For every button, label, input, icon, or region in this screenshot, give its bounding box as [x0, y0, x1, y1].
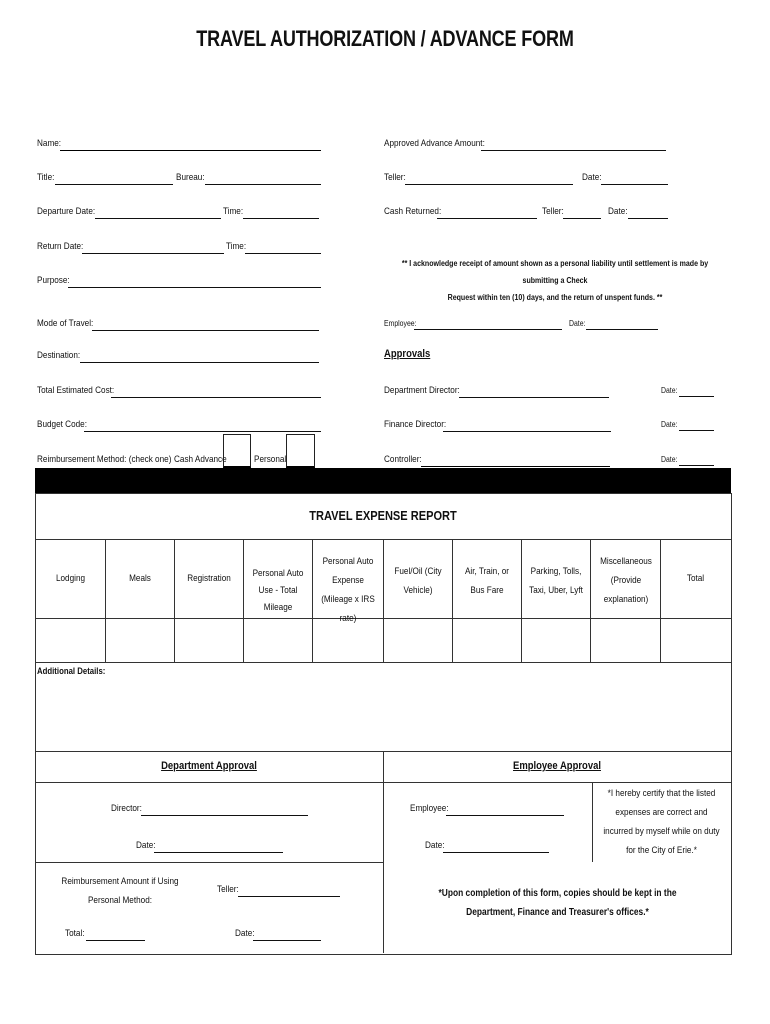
additional-details-label: Additional Details: — [37, 666, 106, 677]
destination-label: Destination: — [37, 350, 81, 361]
approval-employee-label: Employee: — [410, 803, 449, 814]
departure-date-label: Departure Date: — [37, 206, 96, 217]
column-header-auto-mileage: Personal Auto Use - Total Mileage — [252, 568, 304, 613]
teller-date-label: Date: — [582, 172, 602, 183]
column-header-air-train-bus: Air, Train, or Bus Fare — [464, 566, 510, 596]
additional-details-input[interactable] — [36, 680, 730, 750]
parking-tolls-amount-cell[interactable] — [522, 619, 590, 662]
acknowledgement-line-2: Request within ten (10) days, and the return of unspent funds. ** — [447, 293, 663, 302]
return-date-input[interactable] — [82, 253, 224, 254]
cash-returned-teller-label: Teller: — [542, 206, 564, 217]
approvals-heading: Approvals — [384, 348, 431, 360]
teller-input[interactable] — [405, 184, 573, 185]
reimbursement-amount-label: Reimbursement Amount if Using Personal Method: — [61, 876, 179, 906]
employee-approval-heading: Employee Approval — [513, 760, 601, 772]
department-director-date-label: Date: — [661, 386, 678, 395]
cash-advance-label: Cash Advance — [174, 454, 227, 465]
personal-label: Personal — [254, 454, 287, 465]
grid-line — [35, 662, 731, 663]
bureau-label: Bureau: — [176, 172, 205, 183]
final-date-label: Date: — [235, 928, 255, 939]
column-header-miscellaneous: Miscellaneous (Provide explanation) — [600, 556, 652, 605]
teller-date-input[interactable] — [601, 184, 668, 185]
column-header-registration: Registration — [187, 573, 231, 584]
purpose-input[interactable] — [68, 287, 321, 288]
budget-code-input[interactable] — [84, 431, 321, 432]
cash-returned-date-label: Date: — [608, 206, 628, 217]
grid-line — [592, 782, 593, 862]
cash-returned-input[interactable] — [437, 218, 537, 219]
controller-date-label: Date: — [661, 455, 678, 464]
reimbursement-method-label: Reimbursement Method: (check one) — [37, 454, 172, 465]
director-input[interactable] — [141, 815, 308, 816]
departure-date-input[interactable] — [95, 218, 221, 219]
miscellaneous-amount-cell[interactable] — [591, 619, 660, 662]
budget-code-label: Budget Code: — [37, 419, 87, 430]
column-header-lodging: Lodging — [55, 573, 86, 584]
total-estimated-cost-input[interactable] — [111, 397, 321, 398]
teller-approval-input[interactable] — [238, 896, 340, 897]
department-director-date-input[interactable] — [679, 396, 714, 397]
cash-advance-checkbox[interactable] — [223, 434, 251, 468]
controller-label: Controller: — [384, 454, 422, 465]
return-time-label: Time: — [226, 241, 247, 252]
bureau-input[interactable] — [205, 184, 321, 185]
column-header-auto-expense: Personal Auto Expense (Mileage x IRS rate) — [321, 556, 375, 624]
teller-label: Teller: — [384, 172, 406, 183]
total-input[interactable] — [86, 940, 145, 941]
personal-checkbox[interactable] — [286, 434, 315, 468]
fuel-oil-amount-cell[interactable] — [384, 619, 452, 662]
department-director-label: Department Director: — [384, 385, 460, 396]
return-time-input[interactable] — [245, 253, 321, 254]
air-train-bus-amount-cell[interactable] — [453, 619, 521, 662]
approved-advance-amount-input[interactable] — [481, 150, 666, 151]
certify-text: *I hereby certify that the listed expenses are correct and incurred by myself while on duty for the City of Erie.* — [603, 788, 720, 856]
employee-input[interactable] — [414, 329, 562, 330]
completion-note: *Upon completion of this form, copies should be kept in the Department, Finance and Treasurer's offices.* — [438, 888, 677, 918]
finance-director-label: Finance Director: — [384, 419, 447, 430]
column-header-fuel-oil: Fuel/Oil (City Vehicle) — [394, 566, 442, 596]
departure-time-label: Time: — [223, 206, 244, 217]
cash-returned-label: Cash Returned: — [384, 206, 442, 217]
approval-employee-date-input[interactable] — [443, 852, 549, 853]
column-header-total: Total — [686, 573, 705, 584]
registration-amount-cell[interactable] — [175, 619, 243, 662]
form-title: TRAVEL AUTHORIZATION / ADVANCE FORM — [196, 26, 574, 51]
department-director-input[interactable] — [459, 397, 609, 398]
mode-of-travel-label: Mode of Travel: — [37, 318, 94, 329]
auto-expense-amount-cell[interactable] — [313, 619, 383, 662]
director-date-label: Date: — [136, 840, 156, 851]
total-estimated-cost-label: Total Estimated Cost: — [37, 385, 115, 396]
section-divider-bar — [35, 468, 731, 493]
name-label: Name: — [37, 138, 62, 149]
meals-amount-cell[interactable] — [106, 619, 174, 662]
acknowledgement-line-1: ** I acknowledge receipt of amount shown as a personal liability until settlement is made by submitting a Check — [401, 259, 709, 285]
departure-time-input[interactable] — [243, 218, 319, 219]
approval-employee-input[interactable] — [446, 815, 564, 816]
employee-date-input[interactable] — [586, 329, 658, 330]
director-date-input[interactable] — [154, 852, 283, 853]
final-date-input[interactable] — [253, 940, 321, 941]
mode-of-travel-input[interactable] — [92, 330, 319, 331]
total-amount-cell[interactable] — [661, 619, 730, 662]
finance-director-date-input[interactable] — [679, 430, 714, 431]
grid-line — [35, 862, 383, 863]
total-label: Total: — [65, 928, 85, 939]
destination-input[interactable] — [80, 362, 319, 363]
finance-director-input[interactable] — [443, 431, 611, 432]
expense-report-heading: TRAVEL EXPENSE REPORT — [309, 508, 457, 523]
director-label: Director: — [111, 803, 142, 814]
column-header-parking-tolls: Parking, Tolls, Taxi, Uber, Lyft — [529, 566, 583, 596]
controller-input[interactable] — [421, 466, 610, 467]
teller-approval-label: Teller: — [217, 884, 239, 895]
lodging-amount-cell[interactable] — [36, 619, 105, 662]
title-label: Title: — [37, 172, 55, 183]
name-input[interactable] — [60, 150, 321, 151]
employee-date-label: Date: — [569, 319, 586, 328]
cash-returned-date-input[interactable] — [628, 218, 668, 219]
grid-line — [383, 751, 384, 953]
department-approval-heading: Department Approval — [161, 760, 257, 772]
purpose-label: Purpose: — [37, 275, 70, 286]
finance-director-date-label: Date: — [661, 420, 678, 429]
employee-label: Employee: — [384, 319, 417, 328]
cash-returned-teller-input[interactable] — [563, 218, 601, 219]
return-date-label: Return Date: — [37, 241, 84, 252]
column-header-meals: Meals — [129, 573, 151, 584]
approval-employee-date-label: Date: — [425, 840, 445, 851]
approved-advance-amount-label: Approved Advance Amount: — [384, 138, 485, 149]
auto-mileage-amount-cell[interactable] — [244, 619, 312, 662]
controller-date-input[interactable] — [679, 465, 714, 466]
acknowledgement-text — [401, 255, 709, 306]
title-input[interactable] — [55, 184, 173, 185]
